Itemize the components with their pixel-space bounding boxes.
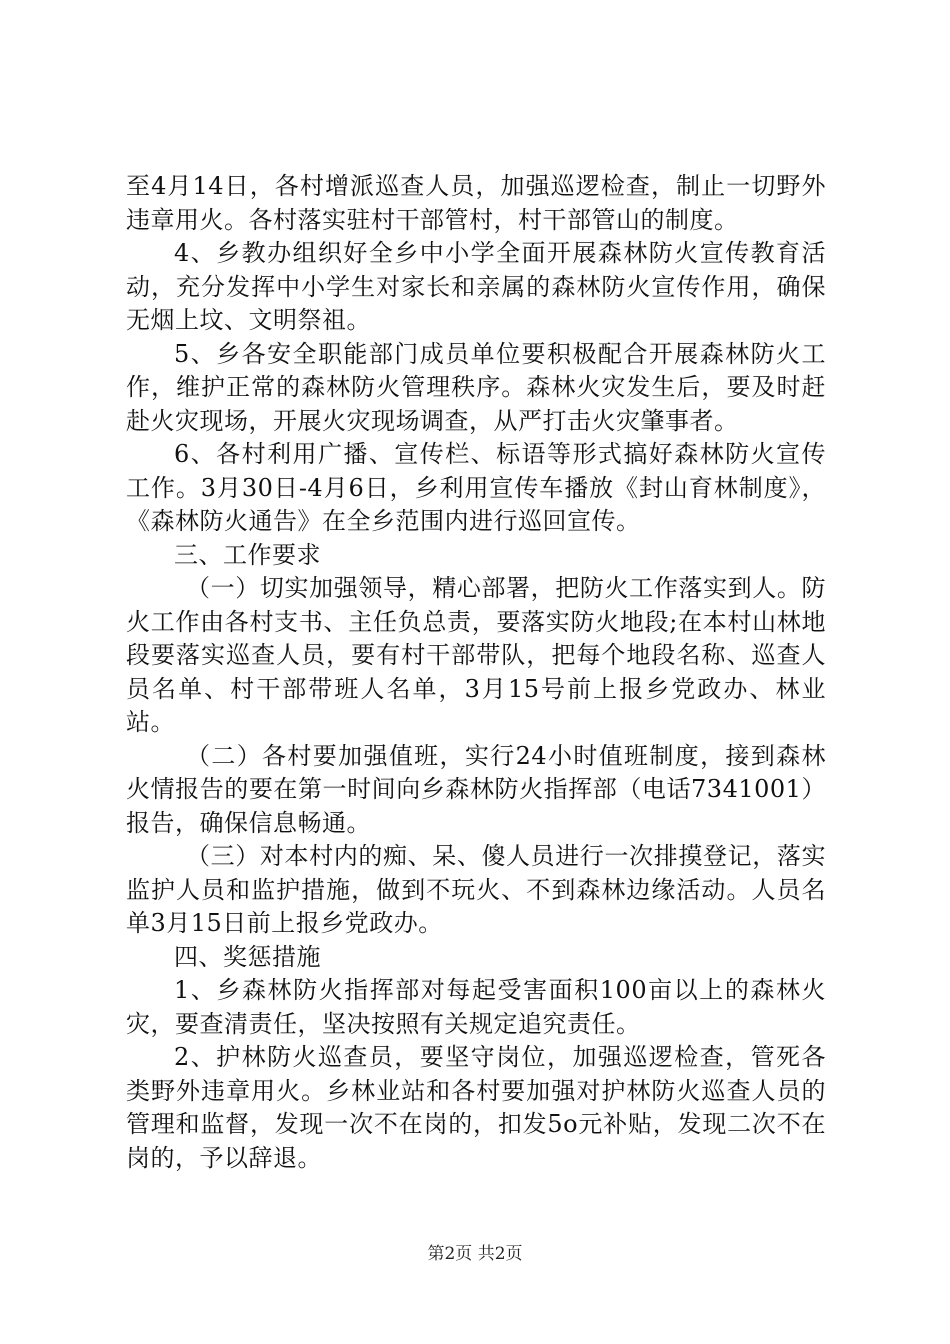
document-body [126,170,826,1175]
paragraph-requirement-2: （二）各村要加强值班，实行24小时值班制度，接到森林火情报告的要在第一时间向乡森林防火指挥部（电话7341001）报告，确保信息畅通。 [126,741,826,837]
paragraph-reward-1: 1、乡森林防火指挥部对每起受害面积100亩以上的森林火灾，要查清责任，坚决按照有关规定追究责任。 [126,976,826,1038]
paragraph-continuation: 至4月14日，各村增派巡查人员，加强巡逻检查，制止一切野外违章用火。各村落实驻村干部管村，村干部管山的制度。 [126,172,826,234]
paragraph-item-4: 4、乡教办组织好全乡中小学全面开展森林防火宣传教育活动，充分发挥中小学生对家长和亲属的森林防火宣传作用，确保无烟上坟、文明祭祖。 [126,239,826,334]
paragraph-item-5: 5、乡各安全职能部门成员单位要积极配合开展森林防火工作，维护正常的森林防火管理秩序。森林火灾发生后，要及时赶赴火灾现场，开展火灾现场调查，从严打击火灾肇事者。 [126,339,826,435]
section-heading-requirements: 三、工作要求 [174,540,321,569]
paragraph-item-6: 6、各村利用广播、宣传栏、标语等形式搞好森林防火宣传工作。3月30日-4月6日，乡利用宣传车播放《封山育林制度》，《森林防火通告》在全乡范围内进行巡回宣传。 [126,440,826,535]
section-heading-rewards: 四、奖惩措施 [174,942,321,971]
paragraph-requirement-1: （一）切实加强领导，精心部署，把防火工作落实到人。防火工作由各村支书、主任负总责，要落实防火地段;在本村山林地段要落实巡查人员，要有村干部带队，把每个地段名称、巡查人员名单、村干部带班人名单，3月15号前上报乡党政办、林业站。 [126,574,826,736]
paragraph-reward-2: 2、护林防火巡查员，要坚守岗位，加强巡逻检查，管死各类野外违章用火。乡林业站和各村要加强对护林防火巡查人员的管理和监督，发现一次不在岗的，扣发5o元补贴，发现二次不在岗的，予以辞退。 [126,1043,826,1172]
paragraph-requirement-3: （三）对本村内的痴、呆、傻人员进行一次排摸登记，落实监护人员和监护措施，做到不玩火、不到森林边缘活动。人员名单3月15日前上报乡党政办。 [126,842,826,937]
page-footer: 第2页 共2页 [427,1244,523,1264]
